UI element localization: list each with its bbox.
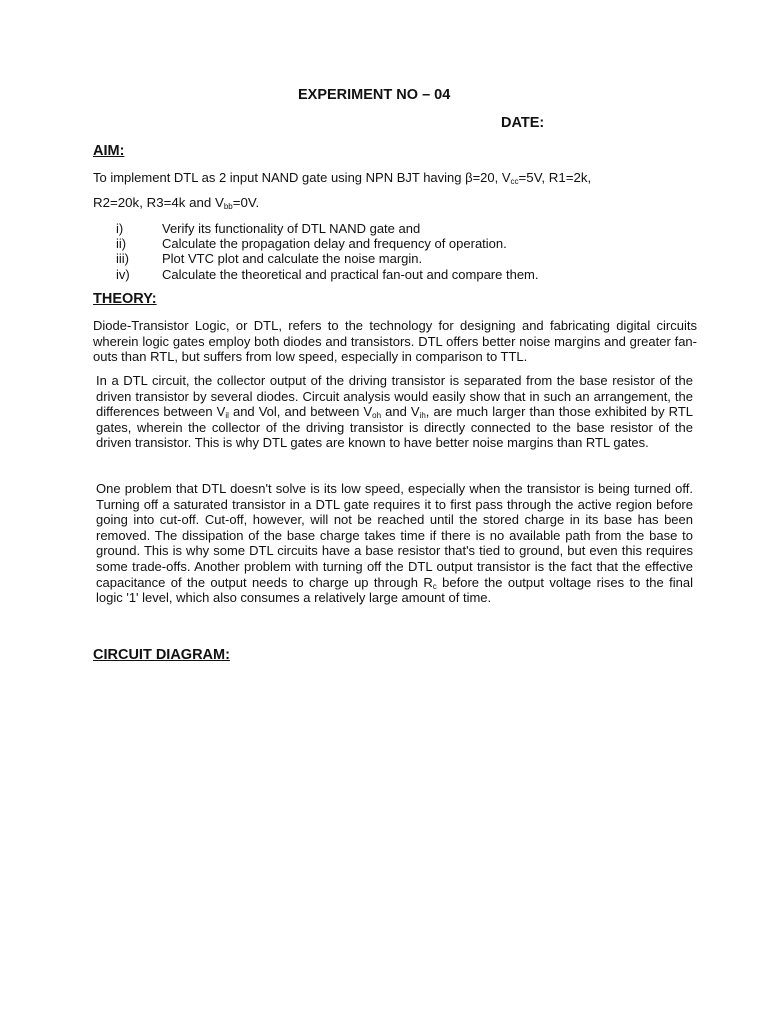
para3-text-a: One problem that DTL doesn't solve is its low speed, especially when the transistor is being turned off. Turning off a saturated transistor in a DTL gate requires it to first pass through the active region before going into cut-off. Cut-off, however, will not be reached until the stored charge in its base has been removed. The dissipation of the base charge takes time if there is no available path from the base to ground. This is why some DTL circuits have a base resistor that's tied to ground, but even this requires some trade-offs. Another problem with turning off the DTL output transistor is the fact that the effective capacitance of the output needs to charge up through R [96, 481, 693, 590]
para2-text-d: , are much larger than those exhibited by RTL gates, wherein the collector of the driving transistor is directly connected to the base resistor of the driven transistor. This is why DTL gates are known to have better noise margins than RTL gates. [96, 404, 693, 451]
circuit-diagram-heading: CIRCUIT DIAGRAM: [93, 647, 230, 663]
objective-text: Plot VTC plot and calculate the noise margin. [162, 251, 423, 267]
aim-line-1-sub: cc [510, 177, 519, 186]
aim-line-1-text: To implement DTL as 2 input NAND gate using NPN BJT having β=20, V [93, 170, 511, 185]
para2-text-b: and Vol, and between V [228, 404, 373, 420]
theory-paragraph-1: Diode-Transistor Logic, or DTL, refers to the technology for designing and fabricating digital circuits wherein logic gates employ both diodes and transistors. DTL offers better noise margins and greater fan-outs than RTL, but suffers from low speed, especially in comparison to TTL. [93, 318, 697, 365]
objective-text: Calculate the theoretical and practical fan-out and compare them. [162, 266, 539, 282]
objective-number: iv) [116, 266, 130, 282]
objective-item [116, 267, 539, 282]
para3-sub-c: c [432, 581, 437, 591]
objectives-list [116, 221, 539, 282]
para2-sub-ih: ih [419, 411, 426, 421]
para2-sub-oh: oh [372, 411, 382, 421]
aim-line-2 [93, 195, 259, 210]
theory-heading: THEORY: [93, 291, 157, 307]
objective-item [116, 251, 539, 266]
aim-line-1-rest: =5V, R1=2k, [518, 170, 592, 185]
experiment-title: EXPERIMENT NO – 04 [298, 87, 451, 103]
objective-number: ii) [116, 236, 127, 252]
theory-paragraph-3 [96, 481, 693, 606]
objective-item [116, 236, 539, 251]
para2-text-a: In a DTL circuit, the collector output of the driving transistor is separated from the base resistor of the driven transistor by several diodes. Circuit analysis would easily show that in such an arrangement, the differences between V [96, 373, 693, 420]
para3-text-b: before the output voltage rises to the final logic '1' level, which also consumes a relatively large amount of time. [96, 574, 693, 606]
objective-text: Calculate the propagation delay and frequency of operation. [162, 236, 507, 252]
theory-paragraph-2 [96, 373, 693, 451]
objective-number: i) [116, 221, 124, 236]
aim-line-2-sub: bb [223, 202, 233, 211]
aim-line-2-text: R2=20k, R3=4k and V [93, 195, 224, 210]
aim-heading: AIM: [93, 143, 125, 159]
aim-line-1 [93, 170, 591, 185]
para2-sub-il: il [225, 411, 229, 421]
aim-line-2-rest: =0V. [232, 195, 260, 210]
para2-text-c: and V [381, 404, 420, 420]
objective-text: Verify its functionality of DTL NAND gate and [162, 221, 421, 236]
objective-number: iii) [116, 251, 129, 267]
date-label: DATE: [501, 115, 545, 131]
objective-item [116, 221, 539, 236]
